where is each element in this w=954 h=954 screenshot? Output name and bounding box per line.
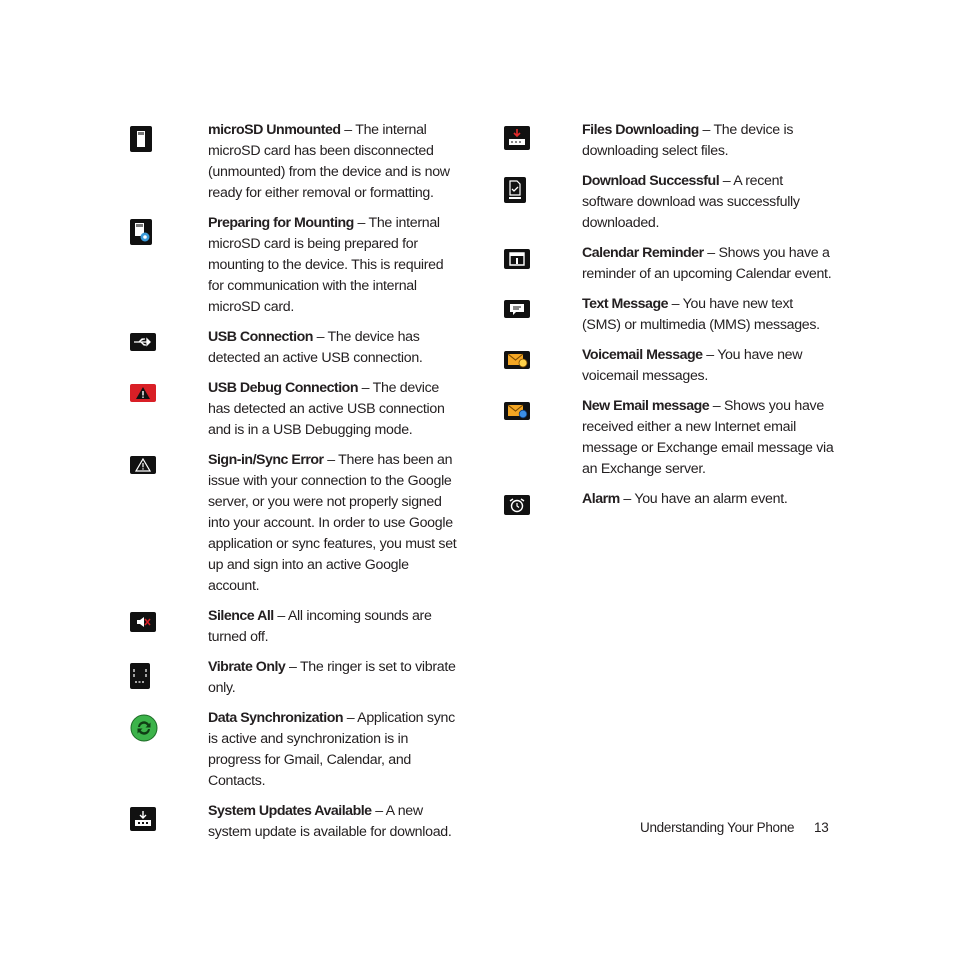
system-update-icon xyxy=(130,807,156,831)
list-item xyxy=(130,120,460,204)
list-item xyxy=(130,606,460,648)
usb-icon xyxy=(130,333,156,351)
list-item xyxy=(504,294,834,336)
term-label: Data Synchronization xyxy=(208,710,344,726)
preparing-mount-icon xyxy=(130,219,152,245)
list-item xyxy=(130,213,460,318)
term-description: – A recent software download was successfully downloaded. xyxy=(582,173,800,231)
new-email-icon xyxy=(504,402,530,420)
files-downloading-icon xyxy=(504,126,530,150)
download-successful-icon xyxy=(504,177,526,203)
list-item xyxy=(130,708,460,792)
list-item xyxy=(504,345,834,387)
calendar-icon xyxy=(504,249,530,269)
term-label: Preparing for Mounting xyxy=(208,215,354,231)
term-description: – The internal microSD card has been disconnected (unmounted) from the device and is now ready for either removal or formatting. xyxy=(208,122,450,201)
list-item xyxy=(504,489,834,515)
term-description: – The ringer is set to vibrate only. xyxy=(208,659,456,696)
left-column xyxy=(130,120,460,852)
list-item xyxy=(130,450,460,597)
list-item xyxy=(130,657,460,699)
list-item xyxy=(504,171,834,234)
term-label: USB Debug Connection xyxy=(208,380,358,396)
list-item xyxy=(130,327,460,369)
microsd-unmounted-icon xyxy=(130,126,152,152)
term-description: – The internal microSD card is being prepared for mounting to the device. This is required for communication with the internal microSD card. xyxy=(208,215,444,315)
term-label: microSD Unmounted xyxy=(208,122,341,138)
vibrate-icon xyxy=(130,663,150,689)
silence-icon xyxy=(130,612,156,632)
list-item xyxy=(504,396,834,480)
term-description: – There has been an issue with your connection to the Google server, or you were not properly signed into your account. In order to use Google application or sync features, you must set up and sign into an active Google account. xyxy=(208,452,457,594)
term-description: – A new system update is available for download. xyxy=(208,803,452,840)
term-description: – All incoming sounds are turned off. xyxy=(208,608,432,645)
voicemail-icon xyxy=(504,351,530,369)
term-label: New Email message xyxy=(582,398,710,414)
term-label: Calendar Reminder xyxy=(582,245,704,261)
term-label: Vibrate Only xyxy=(208,659,286,675)
term-label: Silence All xyxy=(208,608,274,624)
term-description: – Application sync is active and synchronization is in progress for Gmail, Calendar, and Contacts. xyxy=(208,710,455,789)
term-description: – The device has detected an active USB connection. xyxy=(208,329,423,366)
list-item xyxy=(130,801,460,843)
data-sync-icon xyxy=(130,714,158,742)
term-label: Sign-in/Sync Error xyxy=(208,452,324,468)
term-description: – You have new text (SMS) or multimedia (MMS) messages. xyxy=(582,296,820,333)
list-item xyxy=(504,120,834,162)
text-message-icon xyxy=(504,300,530,318)
sync-error-icon xyxy=(130,456,156,474)
footer-section-title: Understanding Your Phone xyxy=(640,820,795,835)
term-description: – The device has detected an active USB connection and is in a USB Debugging mode. xyxy=(208,380,445,438)
term-description: – Shows you have a reminder of an upcoming Calendar event. xyxy=(582,245,832,282)
term-label: Files Downloading xyxy=(582,122,699,138)
term-label: Text Message xyxy=(582,296,668,312)
alarm-icon xyxy=(504,495,530,515)
term-label: Voicemail Message xyxy=(582,347,703,363)
term-description: – The device is downloading select files. xyxy=(582,122,794,159)
term-description: – You have an alarm event. xyxy=(619,491,788,507)
term-label: Download Successful xyxy=(582,173,720,189)
term-label: Alarm xyxy=(582,491,620,507)
usb-debug-warning-icon xyxy=(130,384,156,402)
term-label: System Updates Available xyxy=(208,803,372,819)
list-item xyxy=(504,243,834,285)
term-description: – Shows you have received either a new Internet email message or Exchange email message via an Exchange server. xyxy=(582,398,834,477)
term-description: – You have new voicemail messages. xyxy=(582,347,803,384)
term-label: USB Connection xyxy=(208,329,313,345)
right-column xyxy=(504,120,834,524)
page-number: 13 xyxy=(814,820,829,835)
page-footer xyxy=(640,820,840,835)
list-item xyxy=(130,378,460,441)
